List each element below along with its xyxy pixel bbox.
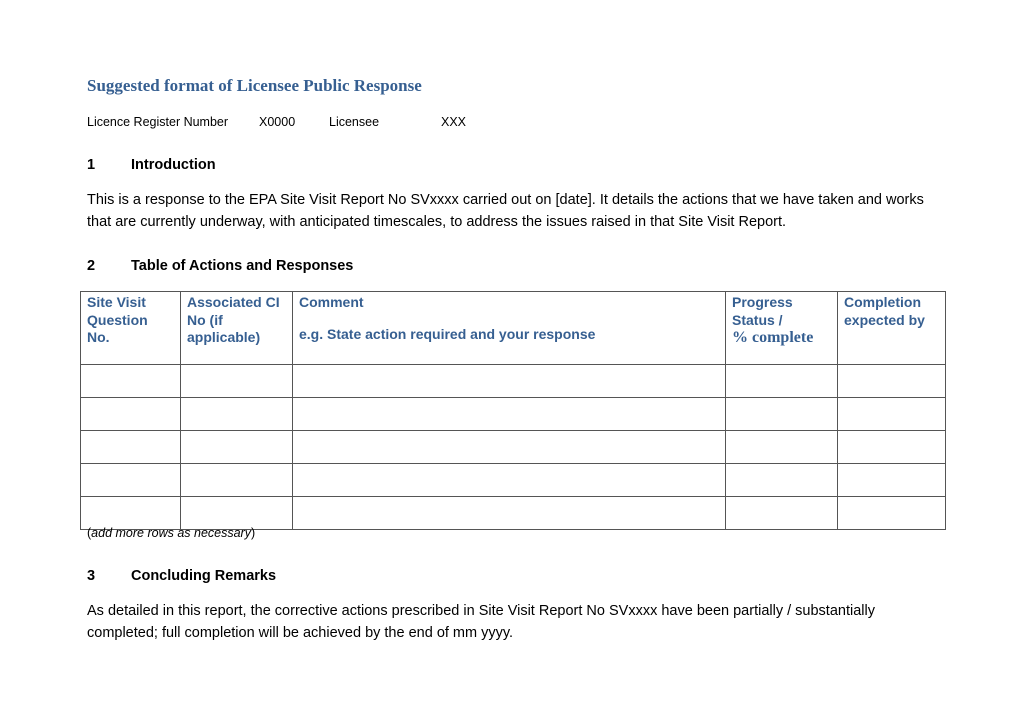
table-row [81, 464, 946, 497]
section-title: Concluding Remarks [131, 568, 277, 584]
header-completion-expected: Completion expected by [838, 292, 946, 365]
header-comment [293, 292, 726, 365]
section-number: 1 [87, 157, 96, 173]
table-row [81, 365, 946, 398]
section-number: 3 [87, 568, 96, 584]
table-cell[interactable] [181, 398, 293, 431]
table-cell[interactable] [838, 365, 946, 398]
table-cell[interactable] [838, 497, 946, 530]
table-cell[interactable] [181, 365, 293, 398]
table-cell[interactable] [81, 431, 181, 464]
table-cell[interactable] [181, 497, 293, 530]
header-comment-example: e.g. State action required and your response [299, 325, 596, 342]
table-row [81, 497, 946, 530]
header-progress-line1: Progress Status / [732, 294, 793, 328]
note-open-paren: ( [87, 526, 92, 540]
note-text: add more rows as necessary [91, 526, 251, 540]
table-cell[interactable] [838, 431, 946, 464]
header-site-visit-question: Site Visit Question No. [81, 292, 181, 365]
table-cell[interactable] [726, 398, 838, 431]
table-cell[interactable] [726, 464, 838, 497]
table-row [81, 431, 946, 464]
table-cell[interactable] [81, 398, 181, 431]
table-cell[interactable] [726, 431, 838, 464]
table-note [87, 526, 255, 540]
licensee-label: Licensee [329, 115, 380, 129]
table-header-row [81, 292, 946, 365]
table-cell[interactable] [293, 398, 726, 431]
register-number-label: Licence Register Number [87, 115, 229, 129]
table-cell[interactable] [726, 365, 838, 398]
table-cell[interactable] [838, 398, 946, 431]
intro-paragraph: This is a response to the EPA Site Visit Report No SVxxxx carried out on [date]. It details the actions that we have taken and works that are currently underway, with anticipated timescales, to address the issues raised in that Site Visit Report. [87, 192, 924, 230]
table-cell[interactable] [81, 464, 181, 497]
table-cell[interactable] [726, 497, 838, 530]
table-cell[interactable] [293, 365, 726, 398]
table-cell[interactable] [181, 431, 293, 464]
document-title: Suggested format of Licensee Public Response [87, 76, 422, 95]
register-number-value: X0000 [259, 115, 296, 129]
table-row [81, 398, 946, 431]
licensee-value: XXX [441, 115, 467, 129]
table-cell[interactable] [81, 497, 181, 530]
section-number: 2 [87, 258, 96, 274]
table-cell[interactable] [293, 464, 726, 497]
table-cell[interactable] [838, 464, 946, 497]
note-close-paren: ) [250, 526, 256, 540]
header-progress-line2: % complete [732, 329, 814, 346]
header-comment-title: Comment [299, 294, 364, 310]
header-progress-status [726, 292, 838, 365]
table-cell[interactable] [181, 464, 293, 497]
table-cell[interactable] [81, 365, 181, 398]
section-title: Introduction [131, 157, 216, 173]
table-cell[interactable] [293, 497, 726, 530]
section-title: Table of Actions and Responses [131, 258, 354, 274]
table-cell[interactable] [293, 431, 726, 464]
concluding-paragraph: As detailed in this report, the corrective actions prescribed in Site Visit Report No SVxxxx have been partially / substantially completed; full completion will be achieved by the end of mm yyyy. [87, 603, 875, 641]
actions-table [80, 291, 946, 530]
header-associated-ci: Associated CI No (if applicable) [181, 292, 293, 365]
